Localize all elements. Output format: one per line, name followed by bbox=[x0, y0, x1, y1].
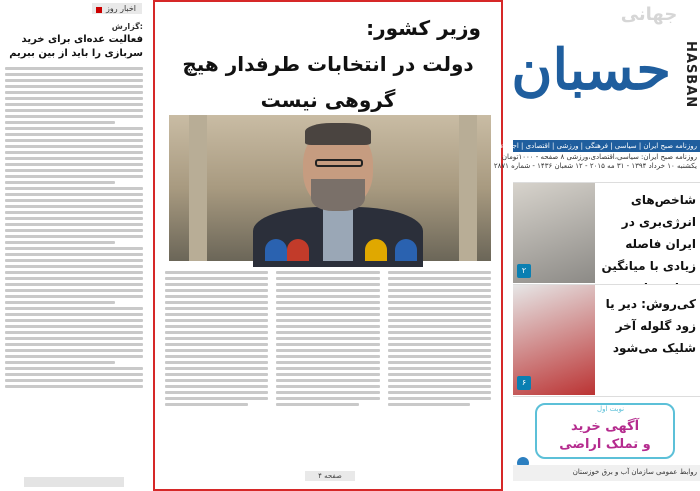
page-badge: ۲ bbox=[517, 264, 531, 278]
lead-photo bbox=[169, 115, 491, 261]
lead-more-link[interactable]: صفحه ۴ bbox=[305, 471, 355, 481]
story-title[interactable]: شاخص‌های انرژی‌بری در ایران فاصله زیادی با میانگین bbox=[601, 193, 696, 273]
left-column bbox=[0, 0, 148, 491]
story-box-energy[interactable] bbox=[513, 182, 700, 282]
lead-story bbox=[153, 0, 503, 491]
section-tag: اخبار روز bbox=[92, 3, 142, 14]
ad-line-2: و تملک اراضی bbox=[559, 437, 651, 452]
story-box-queiroz[interactable] bbox=[513, 284, 700, 394]
left-article-title[interactable]: فعالیت عده‌ای برای خرید سربازی را باید از بین ببریم bbox=[9, 34, 143, 59]
masthead bbox=[513, 0, 700, 140]
watermark: جهانی bbox=[620, 4, 678, 25]
advertisement[interactable] bbox=[513, 396, 700, 491]
ad-sponsor: روابط عمومی سازمان آب و برق خوزستان bbox=[513, 465, 700, 481]
ad-note: نوبت اول bbox=[597, 405, 625, 413]
left-kicker: گزارش: bbox=[111, 22, 143, 31]
left-footer-strip bbox=[24, 477, 124, 487]
left-article-body bbox=[5, 67, 143, 388]
lead-headline[interactable]: دولت در انتخابات طرفدار هیچ گروهی نیست bbox=[182, 52, 474, 112]
ad-line-1: آگهی خرید bbox=[570, 419, 640, 434]
page-badge: ۶ bbox=[517, 376, 531, 390]
lead-kicker: وزیر کشور: bbox=[366, 16, 481, 40]
masthead-logo: حسبان bbox=[511, 37, 671, 103]
section-bar: روزنامه صبح ایران | سیاسی | فرهنگی | ورزشی | اقتصادی | اجتماعی bbox=[513, 140, 700, 152]
lead-article-body bbox=[165, 268, 491, 409]
issue-date: یکشنبه ۱۰ خرداد ۱۳۹۴ - ۳۱ مه ۲۰۱۵ - ۱۲ شعبان ۱۴۳۶ - شماره ۲۸۷۱ bbox=[493, 162, 697, 170]
story-title[interactable]: کی‌روش: دیر یا زود گلوله آخر شلیک می‌شود bbox=[605, 297, 696, 355]
right-column bbox=[493, 0, 700, 491]
masthead-latin: HASBAN bbox=[683, 41, 698, 109]
publication-info: روزنامه صبح ایران: سیاسی،اقتصادی،ورزشی ۸ صفحه - ۱۰۰۰تومان bbox=[501, 153, 697, 161]
ad-frame bbox=[535, 403, 675, 459]
